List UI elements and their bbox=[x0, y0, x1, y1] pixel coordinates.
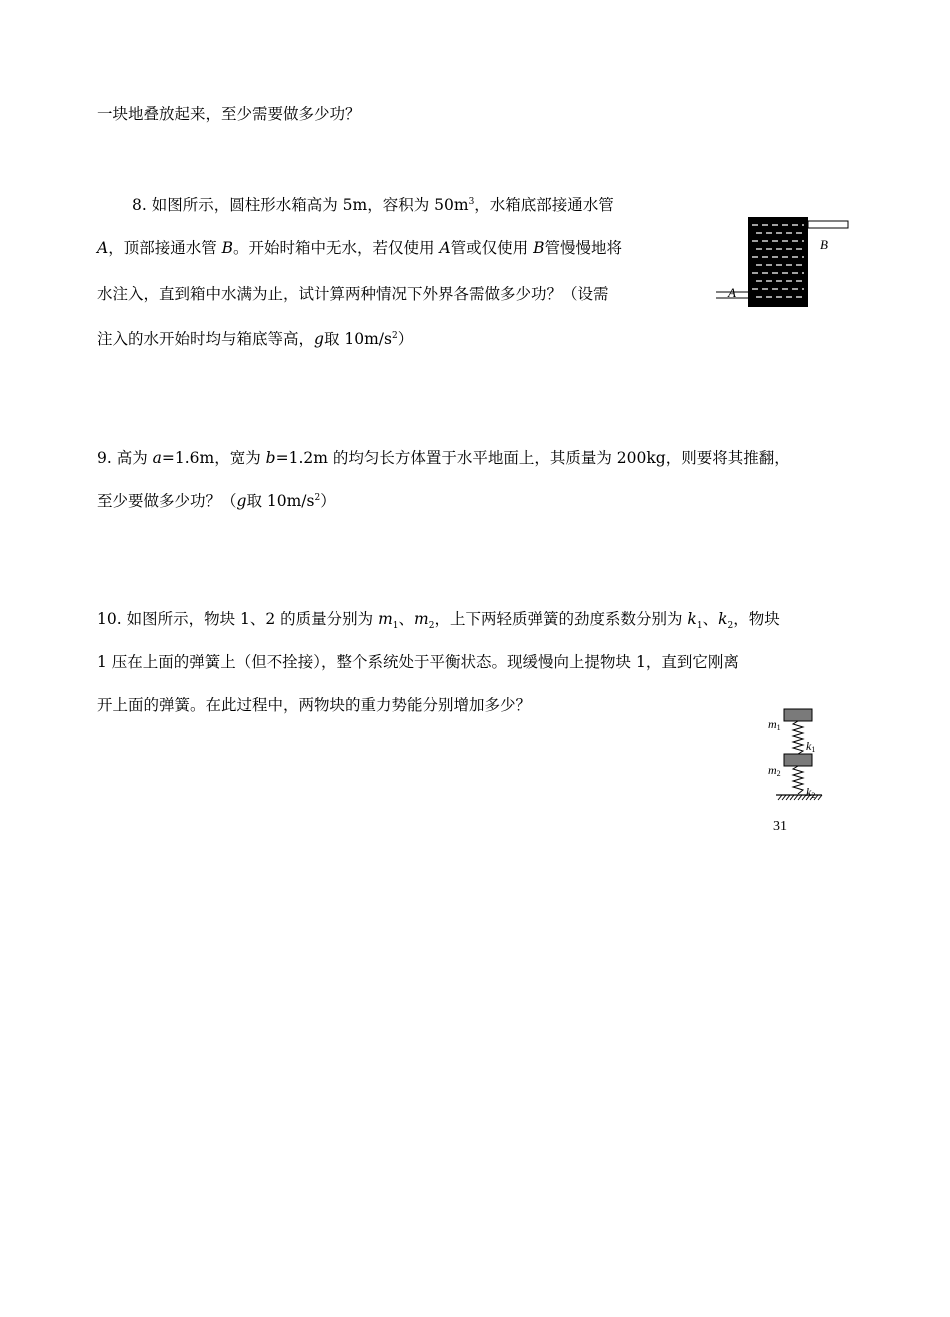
block-2 bbox=[784, 754, 812, 766]
label-k2: k2 bbox=[806, 785, 816, 800]
q10-line-3: 开上面的弹簧。在此过程中，两物块的重力势能分别增加多少？ bbox=[97, 696, 532, 714]
spring-blocks-figure bbox=[762, 702, 837, 808]
spring-2 bbox=[793, 766, 803, 794]
ground-hatch bbox=[778, 795, 822, 800]
label-m1: m1 bbox=[768, 717, 781, 732]
q9-line-2: 至少要做多少功？（g取 $10m/s^2$） bbox=[97, 492, 336, 510]
label-k1: k1 bbox=[806, 739, 816, 754]
tank-body bbox=[748, 217, 808, 307]
q8-line-1: 8. 如图所示，圆柱形水箱高为 5m，容积为 $50m^3$，水箱底部接通水管 bbox=[132, 196, 614, 214]
page-number: 31 bbox=[773, 819, 787, 834]
label-b: B bbox=[820, 237, 828, 252]
q8-line-4: 注入的水开始时均与箱底等高，g取 $10m/s^2$） bbox=[97, 330, 414, 348]
q8-line-3: 水注入，直到箱中水满为止，试计算两种情况下外界各需做多少功？（设需 bbox=[97, 285, 609, 303]
label-m2: m2 bbox=[768, 763, 781, 778]
q10-line-2: 1 压在上面的弹簧上（但不拴接），整个系统处于平衡状态。现缓慢向上提物块 1，直到它刚离 bbox=[97, 653, 739, 671]
q10-line-1: 10. 如图所示，物块 1、2 的质量分别为 $m_1$、$m_2$，上下两轻质弹簧的劲度系数分别为 $k_1$、$k_2$，物块 bbox=[97, 610, 780, 632]
q9-line-1: 9. 高为 a=1.6m，宽为 b=1.2m 的均匀长方体置于水平地面上，其质量为 200kg，则要将其推翻， bbox=[97, 449, 790, 467]
water-tank-figure bbox=[712, 212, 852, 312]
q7-tail-text: 一块地叠放起来，至少需要做多少功？ bbox=[97, 105, 361, 123]
label-a: A bbox=[728, 285, 736, 300]
block-1 bbox=[784, 709, 812, 721]
pipe-b bbox=[808, 221, 848, 228]
spring-1 bbox=[793, 721, 803, 754]
q8-line-2: A，顶部接通水管 B。开始时箱中无水，若仅使用 A管或仅使用 B管慢慢地将 bbox=[97, 239, 623, 257]
